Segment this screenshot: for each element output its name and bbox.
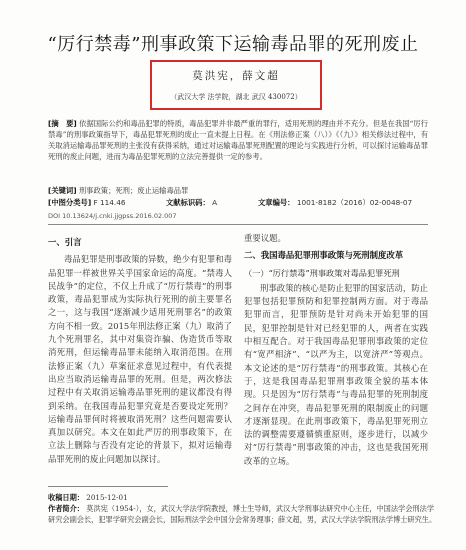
article-title: “厉行禁毒”刑事政策下运输毒品罪的死刑废止	[47, 34, 419, 55]
left-column	[48, 232, 232, 466]
section-heading-policy: 二、我国毒品犯罪刑事政策与死刑制度改革	[244, 250, 404, 261]
article-number-value: 1001-8182（2016）02-0048-07	[296, 198, 413, 207]
keywords-text: 刑事政策；死刑；废止运输毒品罪	[78, 186, 189, 195]
subsection-heading: （一）“厉行禁毒”刑事政策对毒品犯罪死刑	[244, 267, 400, 278]
footnote-divider	[48, 486, 168, 487]
keywords	[48, 186, 428, 196]
clc-value: F 114.46	[93, 198, 126, 207]
section-heading-intro: 一、引言	[48, 237, 82, 247]
policy-paragraph: 刑事政策的核心是防止犯罪的国家活动，防止犯罪包括犯罪预防和犯罪控制两方面。对于毒品犯罪而言，犯罪预防是针对尚未开始犯罪的国民，犯罪控制是针对已经犯罪的人，两者在实践中相互配合。对于我国毒品犯罪刑事政策的定位有“宽严相济”、“以严为主，以宽济严”等观点。本文论述的是“厉行禁毒”的刑事政策。其核心在于，这是我国毒品犯罪刑事政策全貌的基本体现。只是因为“厉行禁毒”与毒品犯罪的死刑制度之间存在冲突，毒品犯罪死刑的限制废止的问题才逐渐显现。在此刑事政策下，毒品犯罪死刑立法的调整需要遵循慎重原则，逐步进行，以减少对“厉行禁毒”刑事政策的冲击，这也是我国死刑改革的立场。	[244, 282, 428, 466]
abstract-text: 依据国际公约和毒品犯罪的特质，毒品犯罪并非最严重的罪行，适用死刑的理由并不充分。但是在我国“厉行禁毒”的刑事政策指导下，毒品犯罪死刑的废止一直未提上日程。在《刑法修正案（八）》《（九）》相关修法过程中，有关取消运输毒品罪死刑的主张没有获得采纳，通过对运输毒品罪死刑配置的理论与实践进行分析，可以探讨运输毒品罪死刑的废止问题，进而为毒品犯罪死刑的立法完善提供一定的参考。	[48, 119, 428, 161]
intro-paragraph: 毒品犯罪是刑事政策的异数，绝少有犯罪和毒品犯罪一样被世界关乎国家命运的高度。“禁毒人民战争”的定位，不仅上升成了“厉行禁毒”的刑事政策，毒品犯罪成为实际执行死刑的前主要罪名之一，这与我国“逐渐减少适用死刑罪名”的政策方向不相一致。2015年刑法修正案（九）取消了九个死刑罪名，其中对集资诈骗、伪造货币等取消死刑，但运输毒品罪未能纳入取消范围。在刑法修正案（九）草案征求意见过程中，有代表提出应当取消运输毒品罪的死刑。但是，两次修法过程中有关取消运输毒品罪死刑的建议都没有得到采纳。在我国毒品犯罪究竟是否要设定死刑？运输毒品罪何时将被取消死刑？这些问题需要认真加以研究。本文在如此严厉的刑事政策下，在立法上删除与否没有定论的背景下，拟对运输毒品罪死刑的废止问题加以探讨。	[48, 254, 232, 464]
doi: DOI 10.13624/j.cnki.jjgpss.2016.02.007	[48, 212, 177, 220]
continued-text: 重要议题。	[244, 233, 286, 243]
right-column	[244, 232, 428, 468]
bio-label: 作者简介：	[48, 504, 84, 513]
doc-code-value: A	[212, 198, 218, 207]
doc-code-label: 文献标识码：	[166, 198, 210, 207]
author-affiliation: （武汉大学 法学院，湖北 武汉 430072）	[170, 93, 302, 101]
header-divider	[48, 224, 428, 225]
bio-text: 莫洪宪（1954-），女，武汉大学法学院教授，博士生导师，武汉大学刑事法研究中心主任，中国法学会刑法学研究会副会长，犯罪学研究会副会长，国际刑法学会中国分会常务理事；薛文超，男，武汉大学法学院刑法学博士研究生。	[48, 504, 437, 524]
author-box	[150, 60, 322, 110]
abstract-label: [摘 要]	[48, 119, 77, 128]
received-value: 2015-12-01	[86, 493, 128, 502]
abstract	[48, 118, 428, 162]
clc-label: [中图分类号]	[48, 198, 92, 207]
received-date-line	[48, 492, 438, 503]
author-names: 莫洪宪，薛文超	[192, 70, 280, 82]
author-bio-line	[48, 503, 438, 525]
received-label: 收稿日期：	[48, 493, 84, 502]
keywords-label: [关键词]	[48, 186, 77, 195]
article-number-label: 文章编号：	[258, 198, 295, 207]
footnote	[48, 492, 438, 525]
